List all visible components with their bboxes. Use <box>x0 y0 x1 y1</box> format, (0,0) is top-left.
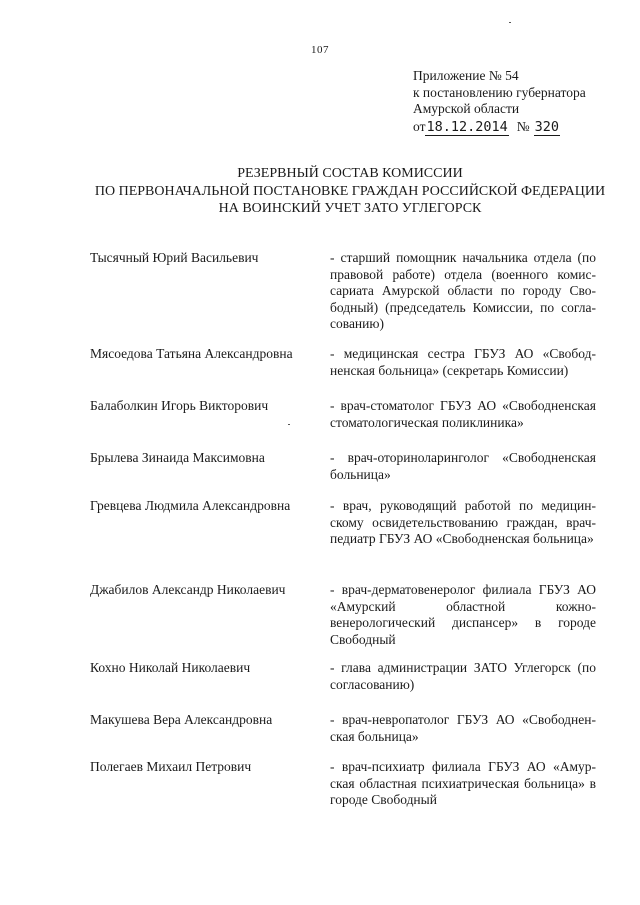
member-role: - врач-оториноларинголог «Свободненская больница» <box>330 450 596 482</box>
member-name: Полегаев Михаил Петрович <box>90 759 252 774</box>
member-name: Макушева Вера Александровна <box>90 712 273 727</box>
document-title <box>0 165 640 218</box>
decree-date: 18.12.2014 <box>426 118 508 135</box>
attachment-block <box>413 68 586 135</box>
member-name: Кохно Николай Николаевич <box>90 660 251 675</box>
attachment-region: Амурской области <box>413 101 520 116</box>
member-role: - врач-невропатолог ГБУЗ АО «Свободненская больница» <box>330 712 596 744</box>
member-role: - врач, руководящий работой по медицинскому освидетельствованию граждан, врач-педиатр ГБУЗ АО «Свободненская больница» <box>330 498 596 546</box>
attachment-decree-ref: к постановлению губернатора <box>413 84 586 100</box>
member-role: - старший помощник начальника отдела (по правовой работе) отдела (военного комиссариата Амурской области по городу Свободный) (председатель Комиссии, по согласованию) <box>330 250 596 331</box>
member-name: Тысячный Юрий Васильевич <box>90 250 259 265</box>
title-line-1: РЕЗЕРВНЫЙ СОСТАВ КОМИССИИ <box>237 166 463 181</box>
member-role: - врач-психиатр филиала ГБУЗ АО «Амурская областная психиатрическая больница» в городе Свободный <box>330 759 596 807</box>
page-number: 107 <box>311 44 329 56</box>
attachment-date-line <box>413 119 586 136</box>
scan-speck <box>288 424 290 425</box>
member-name: Брылева Зинаида Максимовна <box>90 450 265 465</box>
member-name: Джабилов Александр Николаевич <box>90 582 286 597</box>
attachment-number: Приложение № 54 <box>413 68 519 83</box>
date-prefix: от <box>413 118 426 134</box>
member-name: Балаболкин Игорь Викторович <box>90 398 269 413</box>
title-line-2: ПО ПЕРВОНАЧАЛЬНОЙ ПОСТАНОВКЕ ГРАЖДАН РОССИЙСКОЙ ФЕДЕРАЦИИ <box>94 183 606 199</box>
member-role: - врач-стоматолог ГБУЗ АО «Свободненская стоматологическая поликлиника» <box>330 398 596 430</box>
member-name: Мясоедова Татьяна Александровна <box>90 346 293 361</box>
number-sign: № <box>516 118 530 134</box>
title-line-3: НА ВОИНСКИЙ УЧЕТ ЗАТО УГЛЕГОРСК <box>218 201 482 216</box>
member-role: - медицинская сестра ГБУЗ АО «Свободненская больница» (секретарь Комиссии) <box>330 346 596 378</box>
member-role: - глава администрации ЗАТО Углегорск (по согласованию) <box>330 660 596 692</box>
member-name: Гревцева Людмила Александровна <box>90 498 291 513</box>
scan-speck <box>509 22 511 23</box>
member-role: - врач-дерматовенеролог филиала ГБУЗ АО «Амурский областной кожно-венерологический диспансер» в городе Свободный <box>330 582 596 647</box>
decree-number: 320 <box>534 118 560 135</box>
